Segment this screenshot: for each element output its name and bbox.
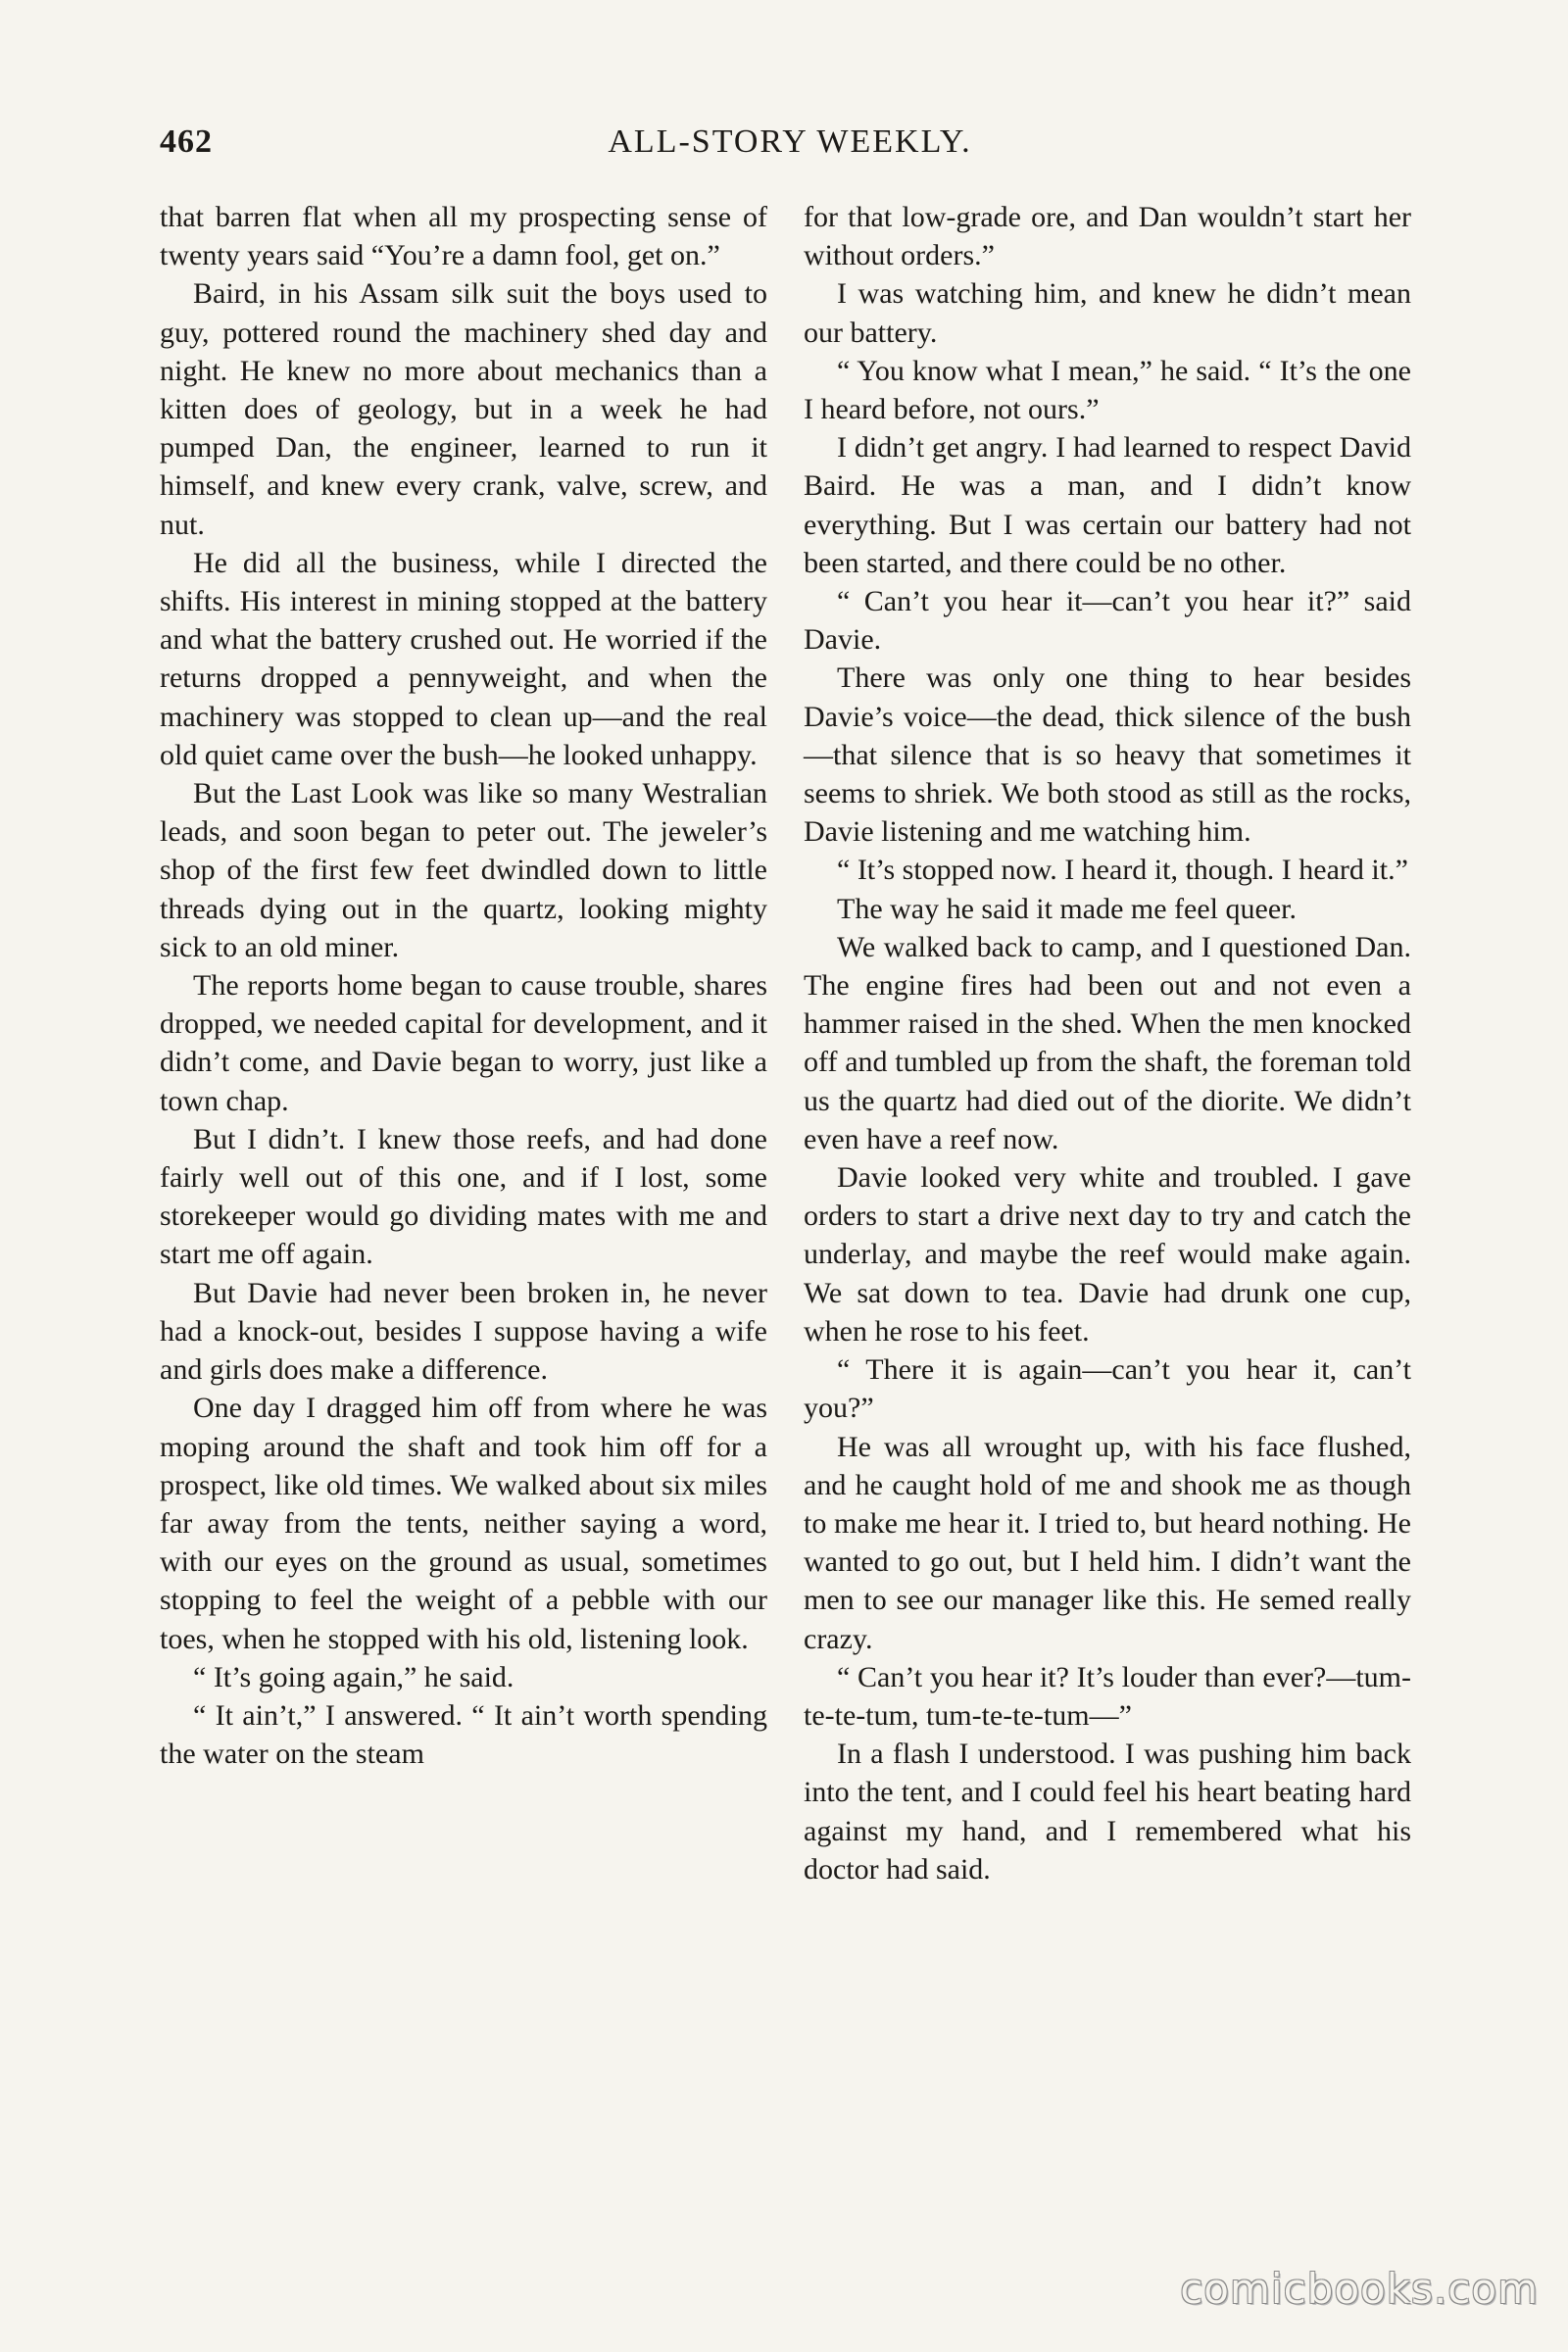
paragraph: He did all the business, while I directed the shifts. His interest in mining stopped at the battery and what the battery crushed out. He worried if the returns dropped a pennyweight, and when the machinery was stopped to clean up—and the real old quiet came over the bush—he looked unhappy. [160, 546, 767, 771]
paragraph: There was only one thing to hear besides Davie’s voice—the dead, thick silence of the bush—that silence that is so heavy that sometimes it seems to shriek. We both stood as still as the rocks, Davie listening and me watching him. [804, 662, 1411, 849]
paragraph: I didn’t get angry. I had learned to respect David Baird. He was a man, and I didn’t know everything. But I was certain our battery had not been started, and there could be no other. [804, 431, 1411, 579]
paragraph: “ It’s stopped now. I heard it, though. I heard it.” [837, 854, 1408, 887]
paragraph: “ It ain’t,” I answered. “ It ain’t worth spending the water on the steam [160, 1698, 767, 1771]
paragraph: We walked back to camp, and I questioned Dan. The engine fires had been out and not even a hammer raised in the shed. When the men knocked off and tumbled up from the shaft, the foreman told us the quartz had died out of the diorite. We didn’t even have a reef now. [804, 930, 1411, 1155]
paragraph: But I didn’t. I knew those reefs, and had done fairly well out of this one, and if I lost, some storekeeper would go dividing mates with me and start me off again. [160, 1122, 767, 1271]
paragraph: “ There it is again—can’t you hear it, can’t you?” [804, 1353, 1411, 1425]
page-header [160, 123, 1420, 174]
paragraph: He was all wrought up, with his face flushed, and he caught hold of me and shook me as though to make me hear it. I tried to, but heard nothing. He wanted to go out, but I held him. I didn’t want the men to see our manager like this. He semed really crazy. [804, 1430, 1411, 1655]
paragraph: for that low-grade ore, and Dan wouldn’t start her without orders.” [804, 201, 1411, 272]
paragraph: In a flash I understood. I was pushing him back into the tent, and I could feel his heart beating hard against my hand, and I remembered what his doctor had said. [804, 1738, 1411, 1886]
paragraph: that barren flat when all my prospecting sense of twenty years said “You’re a damn fool, get on.” [160, 201, 767, 272]
page-number: 462 [160, 123, 213, 160]
site-watermark: comicbooks.com [1180, 2265, 1539, 2313]
left-column [160, 198, 767, 1773]
paragraph: Baird, in his Assam silk suit the boys used to guy, pottered round the machinery shed day and night. He knew no more about mechanics than a kitten does of geology, but in a week he had pumped Dan, the engineer, learned to run it himself, and knew every crank, valve, screw, and nut. [160, 277, 767, 541]
paragraph: The way he said it made me feel queer. [837, 892, 1297, 925]
paragraph: Davie looked very white and troubled. I gave orders to start a drive next day to try and catch the underlay, and maybe the reef would make again. We sat down to tea. Davie had drunk one cup, when he rose to his feet. [804, 1161, 1411, 1348]
paragraph: The reports home began to cause trouble, shares dropped, we needed capital for development, and it didn’t come, and Davie began to worry, just like a town chap. [160, 969, 767, 1117]
paragraph: “ You know what I mean,” he said. “ It’s the one I heard before, not ours.” [804, 354, 1411, 426]
paragraph: But Davie had never been broken in, he never had a knock-out, besides I suppose having a wife and girls does make a difference. [160, 1276, 767, 1387]
running-title: ALL-STORY WEEKLY. [608, 123, 972, 160]
paragraph: One day I dragged him off from where he was moping around the shaft and took him off for a prospect, like old times. We walked about six miles far away from the tents, neither saying a word, with our eyes on the ground as usual, sometimes stopping to feel the weight of a pebble with our toes, when he stopped with his old, listening look. [160, 1392, 767, 1655]
paragraph: “ Can’t you hear it? It’s louder than ever?—tum-te-te-tum, tum-te-te-tum—” [804, 1660, 1411, 1732]
right-column [804, 198, 1411, 1888]
paragraph: “ It’s going again,” he said. [193, 1660, 514, 1693]
paragraph: But the Last Look was like so many Westralian leads, and soon began to peter out. The jeweler’s shop of the first few feet dwindled down to little threads dying out in the quartz, looking mighty sick to an old miner. [160, 777, 767, 963]
paragraph: I was watching him, and knew he didn’t mean our battery. [804, 277, 1411, 349]
paragraph: “ Can’t you hear it—can’t you hear it?” said Davie. [804, 585, 1411, 657]
